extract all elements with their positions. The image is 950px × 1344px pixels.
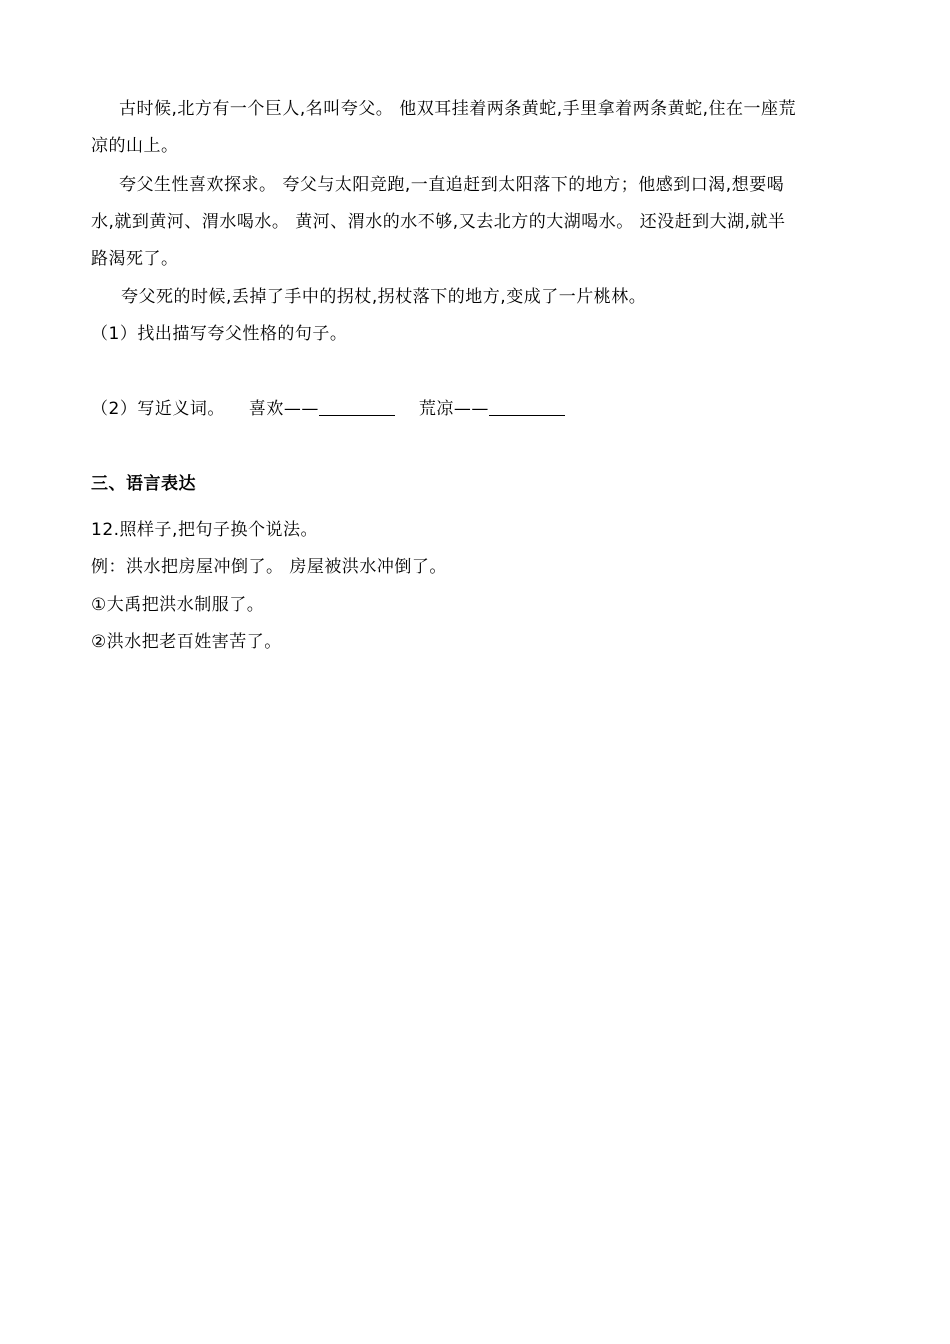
question-2-label: （2）写近义词。 <box>91 399 225 419</box>
example-sentence: 例：洪水把房屋冲倒了。 房屋被洪水冲倒了。 <box>91 557 447 577</box>
passage-p1-line2: 凉的山上。 <box>91 136 179 156</box>
question-12: 12.照样子,把句子换个说法。 <box>91 520 318 540</box>
passage-p1-line1: 古时候,北方有一个巨人,名叫夸父。 他双耳挂着两条黄蛇,手里拿着两条黄蛇,住在一座荒 <box>119 99 797 119</box>
synonym-answer-blank-2[interactable] <box>489 399 565 416</box>
passage-p2-line1: 夸父生性喜欢探求。 夸父与太阳竞跑,一直追赶到太阳落下的地方；他感到口渴,想要喝 <box>119 175 785 195</box>
passage-p2-line2: 水,就到黄河、渭水喝水。 黄河、渭水的水不够,又去北方的大湖喝水。 还没赶到大湖,就半 <box>91 212 786 232</box>
synonym-word-1: 喜欢—— <box>248 399 319 419</box>
passage-p3-line1: 夸父死的时候,丢掉了手中的拐杖,拐杖落下的地方,变成了一片桃林。 <box>121 287 647 307</box>
exercise-item-2: ②洪水把老百姓害苦了。 <box>91 632 282 652</box>
question-1: （1）找出描写夸父性格的句子。 <box>91 324 348 344</box>
synonym-word-2: 荒凉—— <box>418 399 489 419</box>
section-3-heading: 三、语言表达 <box>91 474 196 494</box>
passage-p2-line3: 路渴死了。 <box>91 249 179 269</box>
question-2 <box>91 399 565 419</box>
exercise-item-1: ①大禹把洪水制服了。 <box>91 595 265 615</box>
synonym-answer-blank-1[interactable] <box>319 399 395 416</box>
